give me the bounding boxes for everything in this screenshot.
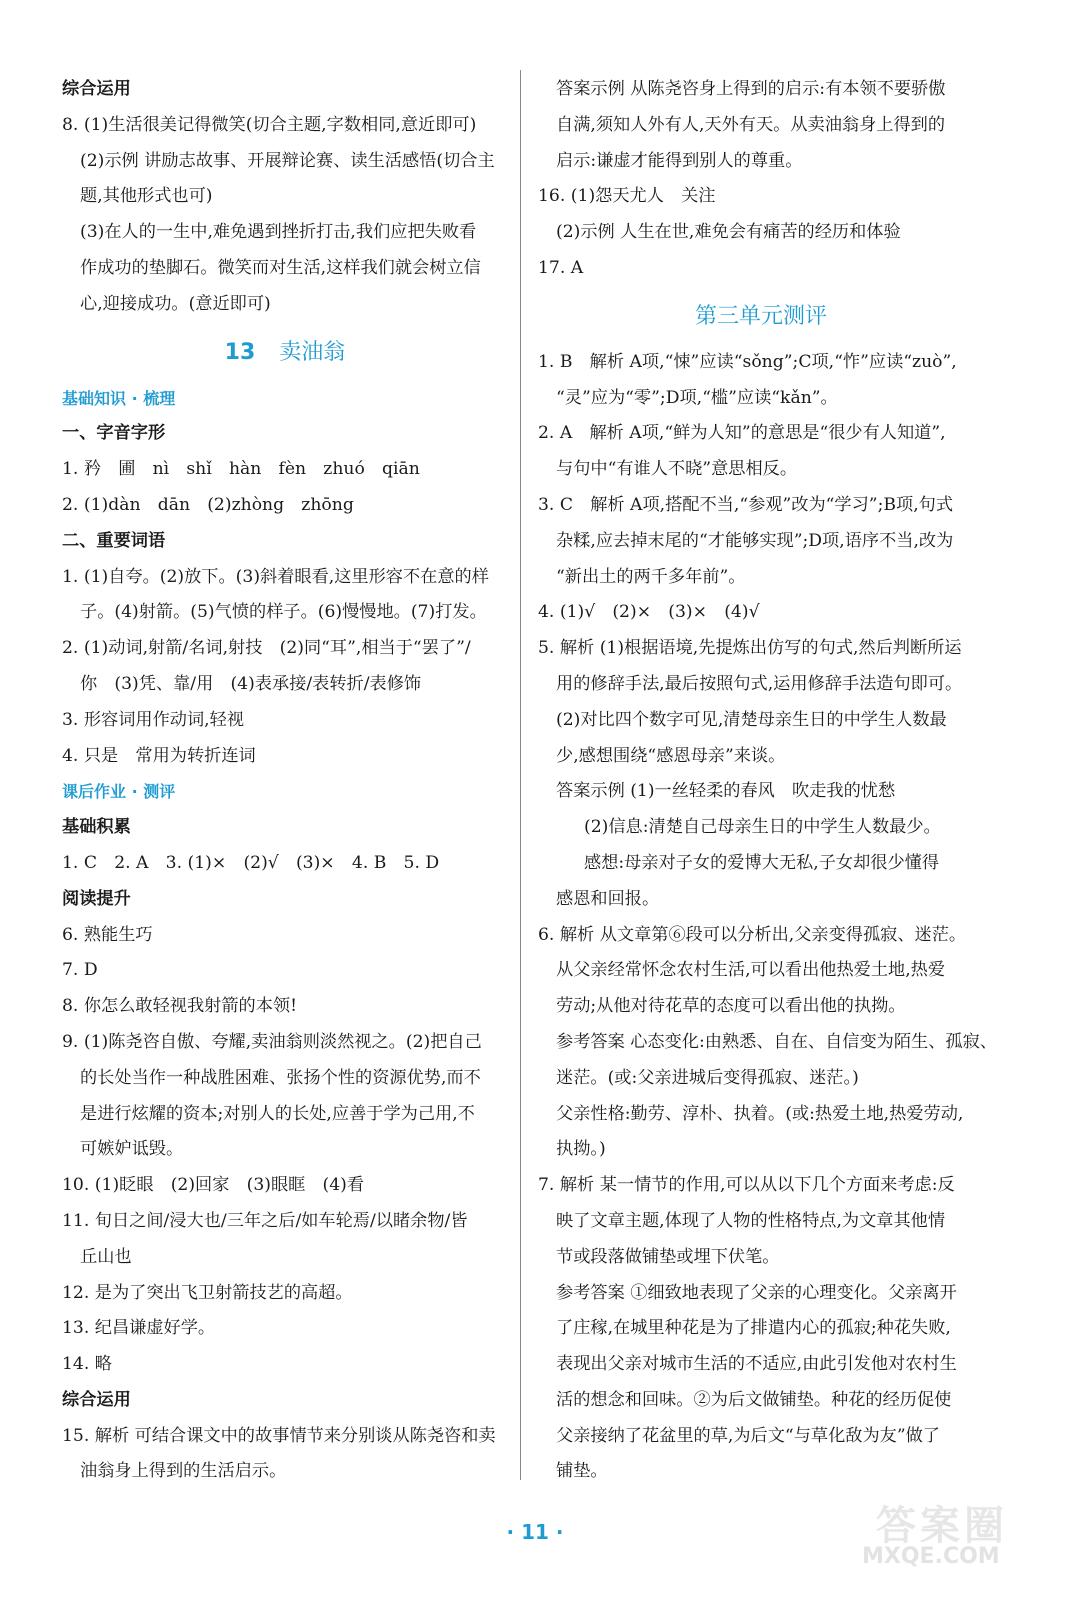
answer-line: 子。(4)射箭。(5)气愤的样子。(6)慢慢地。(7)打发。	[80, 602, 487, 623]
subsection-heading: 课后作业 · 测评	[62, 782, 176, 802]
answer-line: 4. 只是 常用为转折连词	[62, 745, 256, 766]
answer-line: 可嫉妒诋毁。	[80, 1139, 184, 1160]
answer-line: 3. 形容词用作动词,轻视	[62, 709, 245, 730]
answer-line: 6. 解析 从文章第⑥段可以分析出,父亲变得孤寂、迷茫。	[538, 924, 967, 945]
answer-line: 是进行炫耀的资本;对别人的长处,应善于学为己用,不	[80, 1103, 475, 1124]
answer-line: 节或段落做铺垫或埋下伏笔。	[556, 1246, 780, 1267]
answer-line: 少,感想围绕“感恩母亲”来谈。	[556, 745, 786, 766]
answer-line: 2. (1)dàn dān (2)zhòng zhōng	[62, 494, 354, 515]
answer-line: 执拗。)	[556, 1139, 606, 1160]
answer-line: 与句中“有谁人不晓”意思相反。	[556, 459, 798, 480]
answer-line: 17. A	[538, 257, 584, 278]
heading: 二、重要词语	[62, 530, 166, 551]
section-title-text: 卖油翁	[279, 339, 346, 365]
answer-line: 作成功的垫脚石。微笑而对生活,这样我们就会树立信	[80, 257, 481, 278]
left-column	[62, 72, 508, 1490]
answer-line: 8. (1)生活很美记得微笑(切合主题,字数相同,意近即可)	[62, 114, 477, 135]
answer-line: “新出土的两千多年前”。	[556, 566, 746, 587]
section-title	[538, 291, 984, 343]
answer-line: 1. 矜 圃 nì shǐ hàn fèn zhuó qiān	[62, 459, 420, 480]
answer-line: 10. (1)眨眼 (2)回家 (3)眼眶 (4)看	[62, 1175, 365, 1196]
column-divider	[520, 70, 521, 1480]
watermark-logo	[830, 1494, 1030, 1574]
answer-line: 6. 熟能生巧	[62, 924, 153, 945]
page-number: · 11 ·	[506, 1520, 564, 1544]
answer-line: 3. C 解析 A项,搭配不当,“参观”改为“学习”;B项,句式	[538, 494, 954, 515]
right-column	[538, 72, 997, 1490]
answer-line: (2)示例 讲励志故事、开展辩论赛、读生活感悟(切合主	[80, 150, 495, 171]
answer-line: 题,其他形式也可)	[80, 186, 213, 207]
answer-line: 活的想念和回味。②为后文做铺垫。种花的经历促使	[556, 1389, 952, 1410]
heading: 基础积累	[62, 817, 131, 838]
answer-line: 5. 解析 (1)根据语境,先提炼出仿写的句式,然后判断所运	[538, 638, 962, 659]
answer-line: 14. 略	[62, 1354, 112, 1375]
answer-line: 2. (1)动词,射箭/名词,射技 (2)同“耳”,相当于“罢了”/	[62, 638, 471, 659]
answer-line: 父亲接纳了花盆里的草,为后文“与草化敌为友”做了	[556, 1425, 940, 1446]
answer-line: 从父亲经常怀念农村生活,可以看出他热爱土地,热爱	[556, 960, 946, 981]
answer-line: 映了文章主题,体现了人物的性格特点,为文章其他情	[556, 1210, 946, 1231]
answer-line: 劳动;从他对待花草的态度可以看出他的执拗。	[556, 996, 906, 1017]
answer-line: 杂糅,应去掉末尾的“才能够实现”;D项,语序不当,改为	[556, 530, 954, 551]
answer-line: 7. 解析 某一情节的作用,可以从以下几个方面来考虑:反	[538, 1175, 955, 1196]
answer-line: (2)示例 人生在世,难免会有痛苦的经历和体验	[556, 222, 901, 243]
answer-line: 的长处当作一种战胜困难、张扬个性的资源优势,而不	[80, 1067, 481, 1088]
answer-line: 参考答案 心态变化:由熟悉、自在、自信变为陌生、孤寂、	[556, 1031, 997, 1052]
answer-line: 表现出父亲对城市生活的不适应,由此引发他对农村生	[556, 1354, 957, 1375]
answer-line: 答案示例 (1)一丝轻柔的春风 吹走我的忧愁	[556, 781, 896, 802]
answer-line: 2. A 解析 A项,“鲜为人知”的意思是“很少有人知道”,	[538, 423, 946, 444]
answer-line: 启示:谦虚才能得到别人的尊重。	[556, 150, 803, 171]
answer-line: 自满,须知人外有人,天外有天。从卖油翁身上得到的	[556, 114, 946, 135]
heading: 阅读提升	[62, 888, 131, 909]
section-title	[62, 327, 508, 379]
watermark-text: 答案圈	[876, 1503, 1008, 1549]
answer-line: 参考答案 ①细致地表现了父亲的心理变化。父亲离开	[556, 1282, 957, 1303]
answer-line: 感想:母亲对子女的爱博大无私,子女却很少懂得	[584, 852, 940, 873]
answer-line: 12. 是为了突出飞卫射箭技艺的高超。	[62, 1282, 353, 1303]
section-title-text: 第三单元测评	[694, 303, 827, 329]
answer-line: 9. (1)陈尧咨自傲、夸耀,卖油翁则淡然视之。(2)把自己	[62, 1031, 482, 1052]
lesson-number: 13	[224, 339, 256, 365]
answer-line: 用的修辞手法,最后按照句式,运用修辞手法造句即可。	[556, 673, 963, 694]
heading: 综合运用	[62, 79, 131, 99]
answer-line: 父亲性格:勤劳、淳朴、执着。(或:热爱土地,热爱劳动,	[556, 1103, 964, 1124]
watermark-url: MXQE.COM	[862, 1544, 1000, 1569]
answer-line: 1. C 2. A 3. (1)× (2)√ (3)× 4. B 5. D	[62, 852, 440, 873]
heading: 综合运用	[62, 1389, 131, 1410]
answer-line: 感恩和回报。	[556, 888, 660, 909]
answer-line: 16. (1)怨天尤人 关注	[538, 186, 716, 207]
answer-line: 4. (1)√ (2)× (3)× (4)√	[538, 602, 760, 623]
answer-line: 丘山也	[80, 1246, 132, 1267]
answer-line: (2)对比四个数字可见,清楚母亲生日的中学生人数最	[556, 709, 947, 730]
answer-line: 8. 你怎么敢轻视我射箭的本领!	[62, 996, 298, 1017]
answer-line: 13. 纪昌谦虚好学。	[62, 1318, 216, 1339]
answer-line: 了庄稼,在城里种花是为了排遣内心的孤寂;种花失败,	[556, 1318, 951, 1339]
answer-line: 铺垫。	[556, 1461, 608, 1482]
answer-line: 迷茫。(或:父亲进城后变得孤寂、迷茫。)	[556, 1067, 859, 1088]
heading: 一、字音字形	[62, 423, 166, 444]
answer-line: 7. D	[62, 960, 98, 981]
answer-line: 1. B 解析 A项,“悚”应读“sǒng”;C项,“怍”应读“zuò”,	[538, 351, 957, 372]
subsection-heading: 基础知识 · 梳理	[62, 388, 176, 408]
answer-line: (2)信息:清楚自己母亲生日的中学生人数最少。	[584, 817, 941, 838]
answer-line: (3)在人的一生中,难免遇到挫折打击,我们应把失败看	[80, 222, 477, 243]
answer-line: 你 (3)凭、靠/用 (4)表承接/表转折/表修饰	[80, 673, 422, 694]
answer-line: 答案示例 从陈尧咨身上得到的启示:有本领不要骄傲	[556, 79, 946, 99]
answer-line: 油翁身上得到的生活启示。	[80, 1461, 287, 1482]
answer-line: 心,迎接成功。(意近即可)	[80, 293, 271, 314]
answer-line: 11. 旬日之间/浸大也/三年之后/如车轮焉/以睹余物/皆	[62, 1210, 468, 1231]
answer-line: 15. 解析 可结合课文中的故事情节来分别谈从陈尧咨和卖	[62, 1425, 496, 1446]
answer-line: “灵”应为“零”;D项,“槛”应读“kǎn”。	[556, 387, 838, 408]
answer-line: 1. (1)自夸。(2)放下。(3)斜着眼看,这里形容不在意的样	[62, 566, 489, 587]
